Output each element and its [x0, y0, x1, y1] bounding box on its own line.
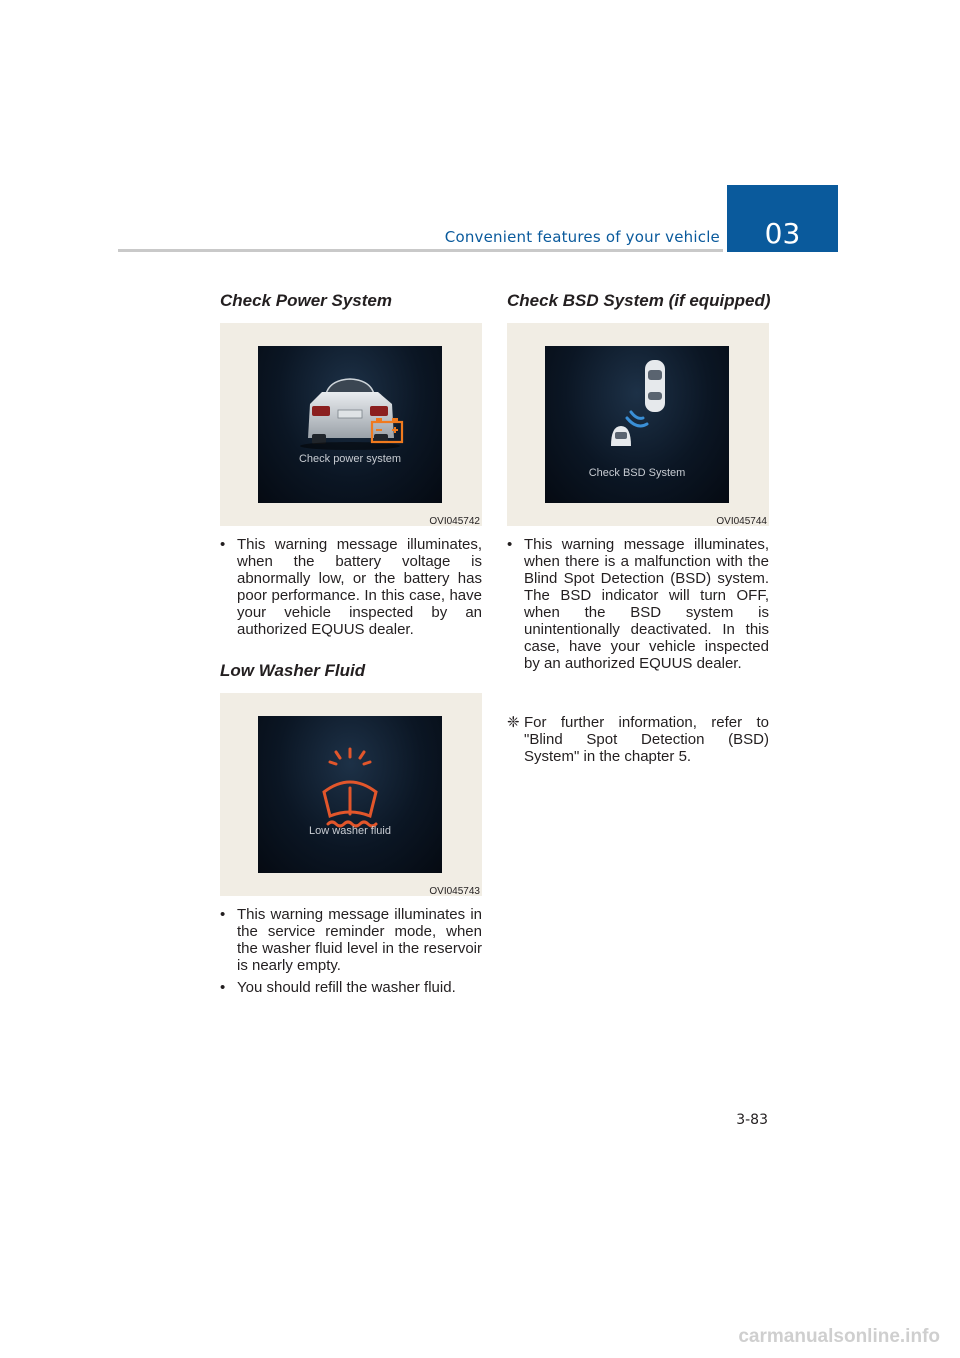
screen-message-power: Check power system — [298, 453, 402, 465]
figure-code: OVI045743 — [429, 886, 480, 897]
list-item: • This warning message illuminates in the service reminder mode, when the washer fluid level in the reservoir is nearly empty. — [220, 906, 482, 974]
radar-wave-icon — [627, 412, 647, 426]
figure-check-bsd-system — [507, 323, 769, 526]
section-title-low-washer-fluid: Low Washer Fluid — [220, 661, 366, 680]
screen-message-bsd: Check BSD System — [588, 467, 686, 479]
reference-note: ❈ For further information, refer to "Blind Spot Detection (BSD) System" in the chapter 5. — [507, 714, 769, 765]
cluster-screen-washer — [258, 716, 442, 873]
figure-code: OVI045744 — [716, 516, 767, 527]
list-item: • This warning message illuminates, when the battery voltage is abnormally low, or the battery has poor performance. In this case, have your vehicle inspected by an authorized EQUUS dealer. — [220, 536, 482, 638]
bsd-cars-icon — [545, 346, 729, 503]
car-rear-battery-icon — [258, 346, 442, 503]
section-title-check-power-system: Check Power System — [220, 291, 392, 310]
bullet-symbol: • — [220, 906, 226, 923]
bullet-symbol: • — [220, 536, 226, 553]
bullet-symbol: • — [220, 979, 226, 996]
page-number: 3-83 — [736, 1112, 768, 1128]
bullet-list-washer — [220, 906, 482, 1001]
screen-message-washer: Low washer fluid — [309, 825, 391, 837]
cluster-screen-power — [258, 346, 442, 503]
watermark: carmanualsonline.info — [738, 1326, 940, 1347]
figure-low-washer-fluid — [220, 693, 482, 896]
section-title-check-bsd-system: Check BSD System (if equipped) — [507, 291, 771, 310]
list-item: • You should refill the washer fluid. — [220, 979, 456, 996]
car-top-view-icon — [645, 360, 665, 412]
car-following-icon — [611, 426, 631, 446]
bullet-list-power — [220, 536, 482, 643]
bullet-symbol: • — [507, 536, 513, 553]
washer-fluid-icon — [258, 716, 442, 873]
figure-check-power-system — [220, 323, 482, 526]
chapter-number: 03 — [764, 217, 801, 250]
note-symbol: ❈ — [507, 714, 520, 731]
chapter-number-tab — [727, 185, 838, 252]
cluster-screen-bsd — [545, 346, 729, 503]
figure-code: OVI045742 — [429, 516, 480, 527]
chapter-title: Convenient features of your vehicle — [444, 228, 720, 246]
header-rule — [118, 249, 723, 252]
list-item: • This warning message illuminates, when there is a malfunction with the Blind Spot Detection (BSD) system. The BSD indicator will turn OFF, when the BSD system is unintentionally deactivated. In this case, have your vehicle inspected by an authorized EQUUS dealer. — [507, 536, 769, 672]
bullet-list-bsd — [507, 536, 769, 677]
